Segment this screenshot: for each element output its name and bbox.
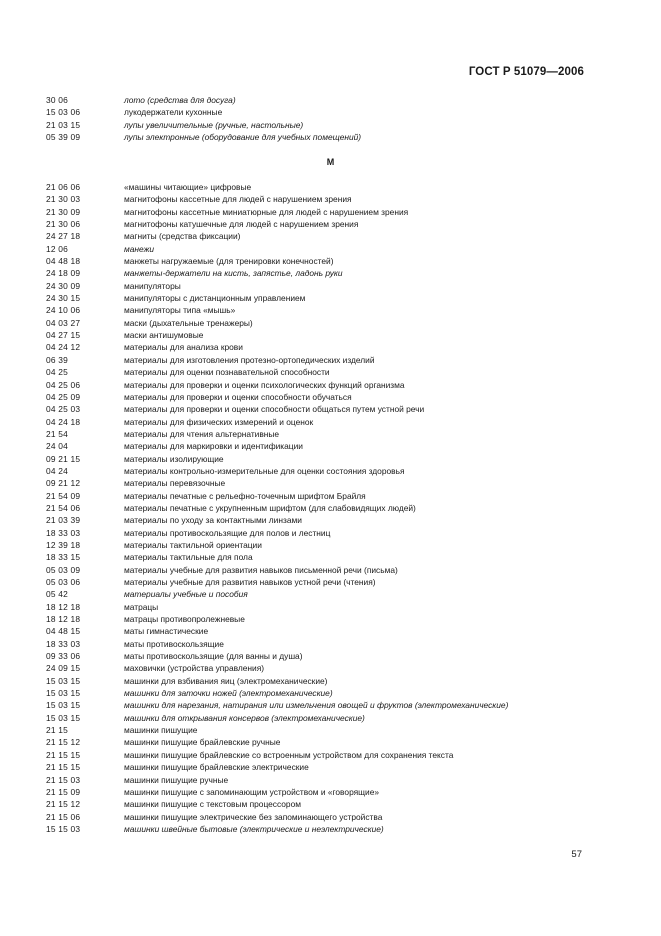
entry-term: машинки для заточки ножей (электромеханические): [124, 688, 333, 699]
section-letter: М: [326, 157, 335, 167]
entry-term: материалы тактильные для пола: [124, 552, 253, 563]
index-entry: [46, 329, 606, 341]
index-entry: [46, 687, 606, 699]
entry-term: материалы для маркировки и идентификации: [124, 441, 303, 452]
index-entry: [46, 218, 606, 230]
index-entry: [46, 761, 606, 773]
entry-term: манежи: [124, 243, 154, 254]
entry-term: машинки пишущие брайлевские со встроенным устройством для сохранения текста: [124, 749, 454, 760]
entry-code: 12 06: [46, 243, 68, 254]
index-entry: [46, 403, 606, 415]
index-entry: [46, 465, 606, 477]
entry-term: маски (дыхательные тренажеры): [124, 317, 253, 328]
index-entry: [46, 304, 606, 316]
entry-term: манжеты нагружаемые (для тренировки конечностей): [124, 256, 334, 267]
index-entry: [46, 588, 606, 600]
entry-term: материалы изолирующие: [124, 453, 224, 464]
entry-term: материалы для оценки познавательной способности: [124, 367, 330, 378]
entry-term: манипуляторы с дистанционным управлением: [124, 293, 306, 304]
entry-term: материалы противоскользящие для полов и лестниц: [124, 527, 331, 538]
entry-term: машинки пишущие с запоминающим устройством и «говорящие»: [124, 786, 380, 797]
entry-code: 04 25 06: [46, 379, 81, 390]
entry-code: 30 06: [46, 95, 68, 105]
entry-code: 15 03 15: [46, 712, 81, 723]
entry-code: 15 03 06: [46, 107, 81, 118]
entry-term: материалы печатные с рельефно-точечным шрифтом Брайля: [124, 490, 366, 501]
entry-code: 21 54 09: [46, 490, 81, 501]
entry-term: маты противоскользящие: [124, 638, 224, 649]
entry-term: магнитофоны кассетные миниатюрные для людей с нарушением зрения: [124, 206, 409, 217]
index-entry: [46, 749, 606, 761]
entry-code: 24 10 06: [46, 305, 81, 316]
entry-code: 04 24 12: [46, 342, 81, 353]
entry-code: 04 25 03: [46, 404, 81, 415]
entry-code: 21 06 06: [46, 182, 81, 192]
entry-term: машинки пишущие: [124, 725, 198, 736]
entry-term: машинки пишущие с текстовым процессором: [124, 799, 302, 810]
entry-code: 05 42: [46, 589, 68, 600]
entry-term: маховички (устройства управления): [124, 663, 265, 674]
entry-code: 21 15 15: [46, 762, 81, 773]
index-entry: [46, 391, 606, 403]
index-group-m: [46, 181, 606, 835]
entry-term: лупы увеличительные (ручные, настольные): [124, 119, 304, 130]
index-entry: [46, 576, 606, 588]
entry-code: 18 33 03: [46, 638, 81, 649]
entry-code: 04 48 15: [46, 626, 81, 637]
entry-code: 21 15 09: [46, 786, 81, 797]
index-entry: [46, 539, 606, 551]
entry-code: 18 12 18: [46, 614, 81, 625]
entry-code: 15 03 15: [46, 688, 81, 699]
index-entry: [46, 736, 606, 748]
entry-term: материалы контрольно-измерительные для оценки состояния здоровья: [124, 465, 405, 476]
index-entry: [46, 798, 606, 810]
entry-code: 12 39 18: [46, 539, 81, 550]
index-entry: [46, 280, 606, 292]
index-entry: [46, 267, 606, 279]
index-entry: [46, 341, 606, 353]
entry-term: «машины читающие» цифровые: [124, 182, 252, 192]
index-entry: [46, 551, 606, 563]
index-entry: [46, 502, 606, 514]
entry-term: маски антишумовые: [124, 330, 204, 341]
entry-code: 09 33 06: [46, 651, 81, 662]
index-entry: [46, 230, 606, 242]
entry-term: материалы для чтения альтернативные: [124, 428, 280, 439]
index-entry: [46, 650, 606, 662]
entry-term: материалы учебные для развития навыков устной речи (чтения): [124, 577, 376, 587]
entry-code: 15 03 15: [46, 700, 81, 711]
entry-code: 21 15 12: [46, 799, 81, 810]
entry-code: 05 39 09: [46, 132, 81, 143]
index-entry: [46, 490, 606, 502]
entry-code: 21 15: [46, 725, 68, 736]
entry-term: материалы для проверки и оценки способности общаться путем устной речи: [124, 404, 425, 415]
entry-code: 21 15 15: [46, 749, 81, 760]
entry-term: материалы учебные для развития навыков письменной речи (письма): [124, 564, 398, 575]
entry-code: 21 15 06: [46, 811, 81, 822]
page-number: 57: [571, 849, 582, 860]
entry-code: 18 33 15: [46, 552, 81, 563]
entry-term: машинки для нарезания, натирания или измельчения овощей и фруктов (электромеханические): [124, 700, 509, 711]
entry-code: 21 15 12: [46, 737, 81, 748]
index-entry: [46, 317, 606, 329]
entry-code: 04 25 09: [46, 391, 81, 402]
entry-code: 21 30 06: [46, 219, 81, 230]
index-entry: [46, 243, 606, 255]
index-entry: [46, 440, 606, 452]
entry-term: магнитофоны кассетные для людей с нарушением зрения: [124, 194, 352, 205]
entry-term: машинки пишущие брайлевские ручные: [124, 737, 281, 748]
index-entry: [46, 638, 606, 650]
entry-code: 05 03 09: [46, 564, 81, 575]
index-entry: [46, 823, 606, 835]
document-header: ГОСТ Р 51079—2006: [468, 66, 584, 78]
entry-code: 21 30 09: [46, 206, 81, 217]
entry-code: 21 30 03: [46, 194, 81, 205]
index-entry: [46, 366, 606, 378]
entry-code: 06 39: [46, 354, 68, 365]
index-entry: [46, 564, 606, 576]
entry-term: магнитофоны катушечные для людей с нарушением зрения: [124, 219, 359, 230]
entry-code: 18 33 03: [46, 527, 81, 538]
entry-term: лупы электронные (оборудование для учебных помещений): [124, 132, 362, 143]
index-entry: [46, 181, 606, 193]
entry-code: 09 21 15: [46, 453, 81, 464]
entry-code: 04 27 15: [46, 330, 81, 341]
index-entry: [46, 675, 606, 687]
index-entry: [46, 724, 606, 736]
index-entry: [46, 527, 606, 539]
entry-term: лукодержатели кухонные: [124, 107, 223, 118]
entry-code: 21 54: [46, 428, 68, 439]
entry-term: машинки для открывания консервов (электромеханические): [124, 712, 365, 723]
entry-code: 21 03 39: [46, 515, 81, 526]
entry-term: манипуляторы: [124, 280, 181, 291]
entry-code: 21 54 06: [46, 502, 81, 513]
entry-code: 15 15 03: [46, 823, 81, 834]
index-entry: [46, 453, 606, 465]
entry-term: матрацы противопролежневые: [124, 614, 245, 625]
entry-term: машинки швейные бытовые (электрические и неэлектрические): [124, 823, 384, 834]
index-entry: [46, 255, 606, 267]
entry-code: 24 18 09: [46, 268, 81, 279]
index-entry: [46, 379, 606, 391]
entry-code: 09 21 12: [46, 478, 81, 489]
entry-term: материалы перевязочные: [124, 478, 226, 489]
index-entry: [46, 786, 606, 798]
entry-code: 24 30 15: [46, 293, 81, 304]
entry-term: манжеты-держатели на кисть, запястье, ладонь руки: [124, 268, 343, 279]
entry-term: материалы для проверки и оценки способности обучаться: [124, 391, 352, 402]
entry-term: манипуляторы типа «мышь»: [124, 305, 236, 316]
index-entry: [46, 206, 606, 218]
index-entry: [46, 774, 606, 786]
entry-term: маты противоскользящие (для ванны и душа): [124, 651, 303, 662]
index-entry: [46, 699, 606, 711]
index-entry: [46, 712, 606, 724]
entry-code: 24 27 18: [46, 231, 81, 242]
entry-code: 24 04: [46, 441, 68, 452]
entry-code: 04 03 27: [46, 317, 81, 328]
entry-term: маты гимнастические: [124, 626, 209, 637]
index-entry: [46, 601, 606, 613]
index-group-l: [46, 94, 606, 143]
entry-term: машинки пишущие ручные: [124, 774, 229, 785]
index-entry: [46, 613, 606, 625]
entry-code: 04 24: [46, 465, 68, 476]
entry-term: матрацы: [124, 601, 159, 612]
entry-term: материалы для изготовления протезно-ортопедических изделий: [124, 354, 375, 365]
entry-code: 18 12 18: [46, 601, 81, 612]
index-entry: [46, 662, 606, 674]
entry-code: 04 25: [46, 367, 68, 378]
entry-term: лото (средства для досуга): [124, 95, 236, 105]
index-entry: [46, 106, 606, 118]
index-entry: [46, 292, 606, 304]
index-entry: [46, 131, 606, 143]
entry-code: 04 48 18: [46, 256, 81, 267]
entry-code: 21 15 03: [46, 774, 81, 785]
index-entry: [46, 416, 606, 428]
entry-code: 24 09 15: [46, 663, 81, 674]
entry-term: материалы по уходу за контактными линзами: [124, 515, 302, 526]
entry-term: машинки пишущие электрические без запоминающего устройства: [124, 811, 383, 822]
entry-code: 15 03 15: [46, 675, 81, 686]
entry-code: 05 03 06: [46, 577, 81, 587]
entry-term: материалы учебные и пособия: [124, 589, 248, 600]
entry-code: 21 03 15: [46, 119, 81, 130]
index-entry: [46, 625, 606, 637]
entry-term: материалы для анализа крови: [124, 342, 243, 353]
index-entry: [46, 94, 606, 106]
index-entry: [46, 119, 606, 131]
entry-term: материалы для физических измерений и оценок: [124, 416, 314, 427]
entry-term: материалы для проверки и оценки психологических функций организма: [124, 379, 405, 390]
entry-term: машинки пишущие брайлевские электрические: [124, 762, 309, 773]
index-entry: [46, 428, 606, 440]
entry-term: машинки для взбивания яиц (электромеханические): [124, 675, 328, 686]
index-entry: [46, 811, 606, 823]
entry-code: 24 30 09: [46, 280, 81, 291]
index-entry: [46, 354, 606, 366]
index-entry: [46, 514, 606, 526]
entry-term: материалы тактильной ориентации: [124, 539, 262, 550]
index-entry: [46, 193, 606, 205]
entry-term: магниты (средства фиксации): [124, 231, 241, 242]
index-entry: [46, 477, 606, 489]
entry-term: материалы печатные с укрупненным шрифтом (для слабовидящих людей): [124, 502, 416, 513]
entry-code: 04 24 18: [46, 416, 81, 427]
